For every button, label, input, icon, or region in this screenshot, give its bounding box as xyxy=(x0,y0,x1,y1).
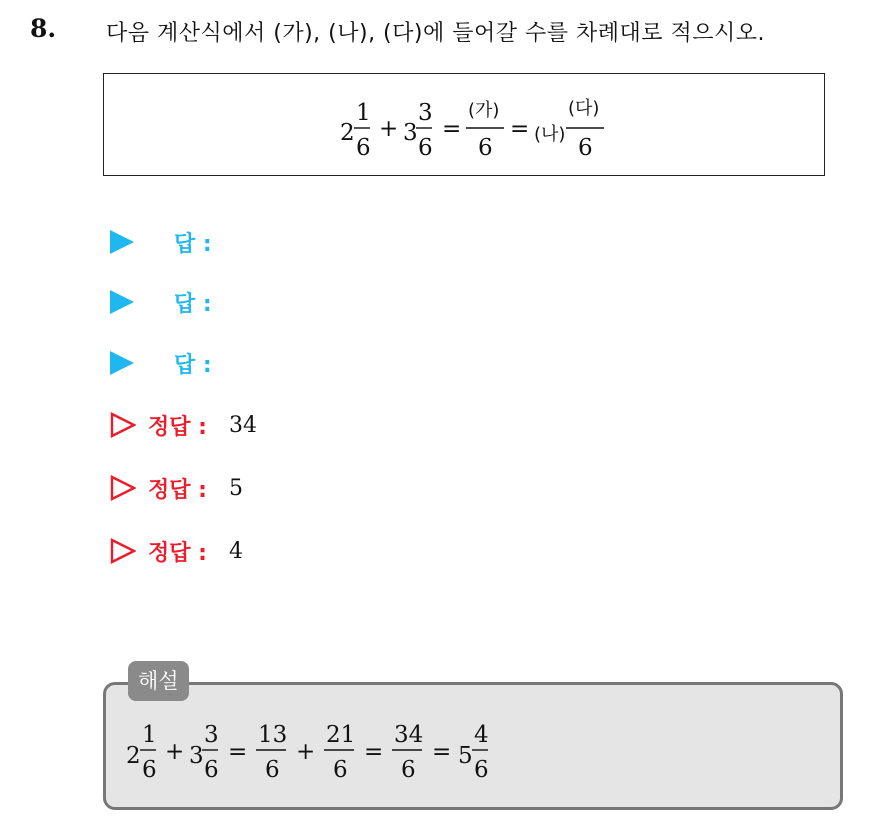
correct-value: 4 xyxy=(228,538,243,564)
expl-whole-6: 5 xyxy=(458,743,473,769)
eq-equals-1: = xyxy=(442,116,462,142)
expl-plus-1: + xyxy=(165,739,185,765)
correct-value: 34 xyxy=(228,412,257,438)
outline-triangle-icon xyxy=(110,412,136,438)
expl-numerator-1: 1 xyxy=(142,722,157,748)
equation-formula xyxy=(104,74,826,177)
expl-denominator-3: 6 xyxy=(265,757,280,783)
eq-plus: + xyxy=(379,116,399,142)
eq-denominator-4: 6 xyxy=(578,135,593,161)
expl-numerator-5: 34 xyxy=(394,722,424,748)
play-triangle-icon xyxy=(110,290,134,314)
expl-numerator-3: 13 xyxy=(258,722,288,748)
expl-numerator-2: 3 xyxy=(204,722,219,748)
expl-denominator-5: 6 xyxy=(401,757,416,783)
eq-numerator-1: 1 xyxy=(356,100,371,126)
eq-whole-1: 2 xyxy=(340,120,355,146)
explanation-box xyxy=(103,682,843,810)
answer-row-2 xyxy=(110,282,212,322)
expl-equals-3: = xyxy=(432,739,452,765)
eq-blank-da: (다) xyxy=(568,98,600,119)
eq-blank-ga: (가) xyxy=(468,100,500,121)
correct-label: 정답 : xyxy=(148,414,207,440)
question-number: 8. xyxy=(30,14,57,43)
correct-row-3 xyxy=(110,531,243,571)
eq-equals-2: = xyxy=(510,116,530,142)
expl-whole-2: 3 xyxy=(189,743,204,769)
expl-denominator-1: 6 xyxy=(142,757,157,783)
correct-value: 5 xyxy=(228,475,243,501)
explanation-formula xyxy=(106,685,840,807)
correct-label: 정답 : xyxy=(148,477,207,503)
equation-box xyxy=(103,73,825,176)
outline-triangle-icon xyxy=(110,475,136,501)
answer-label: 답 : xyxy=(174,352,212,378)
expl-denominator-2: 6 xyxy=(204,757,219,783)
eq-denominator-2: 6 xyxy=(418,135,433,161)
expl-denominator-4: 6 xyxy=(333,757,348,783)
eq-whole-2: 3 xyxy=(403,120,418,146)
answer-label: 답 : xyxy=(174,231,212,257)
expl-plus-2: + xyxy=(296,739,316,765)
eq-blank-na: (나) xyxy=(534,124,566,145)
explanation-tag: 해설 xyxy=(128,661,189,701)
play-triangle-icon xyxy=(110,230,134,254)
correct-row-1 xyxy=(110,405,257,445)
expl-whole-1: 2 xyxy=(126,743,141,769)
correct-row-2 xyxy=(110,468,243,508)
expl-equals-1: = xyxy=(228,739,248,765)
expl-denominator-6: 6 xyxy=(474,757,489,783)
answer-row-1 xyxy=(110,222,212,262)
eq-denominator-1: 6 xyxy=(356,135,371,161)
question-text: 다음 계산식에서 (가), (나), (다)에 들어갈 수를 차례대로 적으시오. xyxy=(106,21,765,46)
correct-label: 정답 : xyxy=(148,540,207,566)
expl-numerator-6: 4 xyxy=(474,722,489,748)
play-triangle-icon xyxy=(110,351,134,375)
outline-triangle-icon xyxy=(110,538,136,564)
expl-equals-2: = xyxy=(364,739,384,765)
answer-row-3 xyxy=(110,343,212,383)
eq-denominator-3: 6 xyxy=(478,135,493,161)
eq-numerator-2: 3 xyxy=(418,100,433,126)
expl-numerator-4: 21 xyxy=(326,722,356,748)
answer-label: 답 : xyxy=(174,291,212,317)
